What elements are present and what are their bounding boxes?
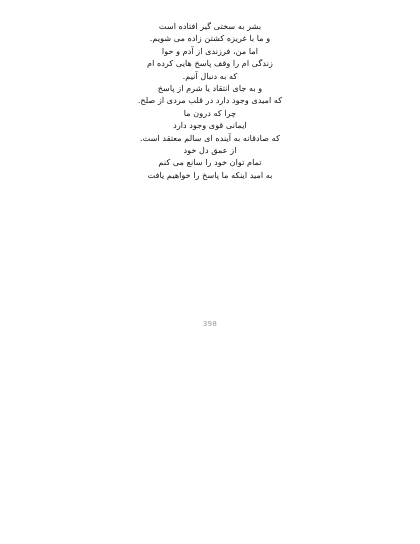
poem-line: اما من، فرزندی از آدم و حوا: [161, 45, 259, 56]
poem-line: به امید اینکه ما پاسخ را خواهیم یافت: [147, 169, 273, 180]
poem-line: و به جای انتقاد یا شرم از پاسخ: [157, 83, 263, 94]
poem-line: چرا که درون ما: [183, 107, 237, 118]
poem-line: بشر به سختی گیر افتاده است: [158, 21, 262, 31]
poem-line: تمام توان خود را سانع می کنم: [158, 157, 262, 168]
poem-line: که به دنبال آنیم.: [182, 70, 238, 81]
poem-line: که صادقانه به آینده ای سالم معتقد است.: [140, 132, 280, 143]
poem-line: ایمانی قوی وجود دارد: [173, 120, 247, 131]
poem-line: که امیدی وجود دارد در قلب مردی از صلح.: [137, 95, 283, 106]
poem-line: زندگی ام را وقف پاسخ هایی کرده ام: [147, 58, 273, 69]
poem-text-block: [60, 20, 360, 181]
poem-line: و ما با غریزه کشتن زاده می شویم.: [149, 33, 271, 44]
page-number: 398: [202, 320, 218, 328]
poem-line: از عمق دل خود: [183, 145, 237, 156]
